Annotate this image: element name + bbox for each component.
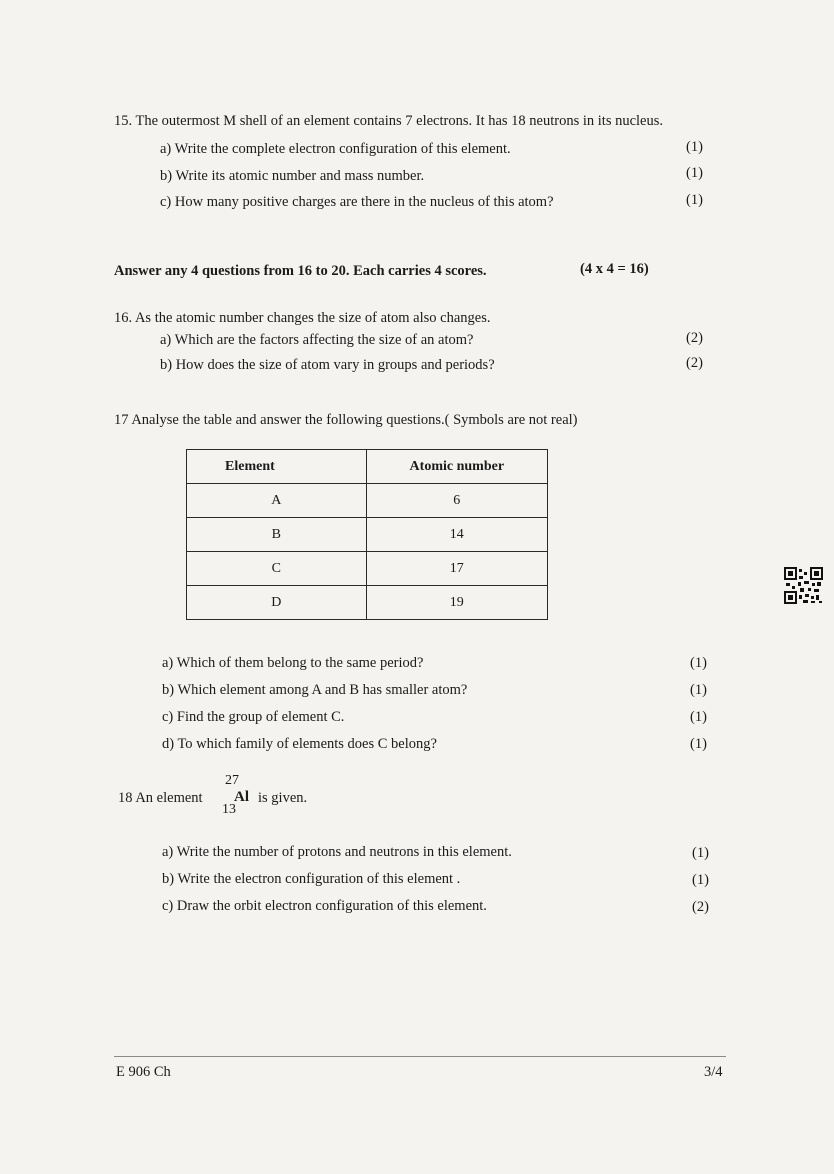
- question-16-text: 16. As the atomic number changes the size of atom also changes.: [114, 310, 491, 326]
- question-18a-mark: (1): [692, 845, 709, 861]
- question-16b-mark: (2): [686, 355, 703, 371]
- question-15a-mark: (1): [686, 139, 703, 155]
- element-table: [186, 449, 548, 620]
- table-cell-atomic-number: 19: [366, 586, 547, 620]
- question-17d-text: d) To which family of elements does C belong?: [162, 736, 437, 752]
- question-16a-text: a) Which are the factors affecting the size of an atom?: [160, 332, 474, 348]
- question-18-suffix: is given.: [258, 790, 308, 806]
- question-17a-mark: (1): [690, 655, 707, 671]
- qr-code-icon: [784, 567, 824, 605]
- section-score: (4 x 4 = 16): [580, 261, 649, 277]
- table-cell-element: C: [187, 552, 367, 586]
- question-17b-mark: (1): [690, 682, 707, 698]
- table-cell-atomic-number: 14: [366, 518, 547, 552]
- table-header-row: [187, 450, 548, 484]
- table-cell-element: B: [187, 518, 367, 552]
- question-17d-mark: (1): [690, 736, 707, 752]
- question-18c-text: c) Draw the orbit electron configuration of this element.: [162, 898, 487, 914]
- table-cell-element: A: [187, 484, 367, 518]
- question-17c-mark: (1): [690, 709, 707, 725]
- table-row: [187, 586, 548, 620]
- question-16a-mark: (2): [686, 330, 703, 346]
- table-cell-atomic-number: 6: [366, 484, 547, 518]
- table-header-atomic-number: Atomic number: [366, 450, 547, 484]
- table-header-element: Element: [187, 450, 367, 484]
- table-cell-element: D: [187, 586, 367, 620]
- table-row: [187, 484, 548, 518]
- question-17c-text: c) Find the group of element C.: [162, 709, 345, 725]
- table-cell-atomic-number: 17: [366, 552, 547, 586]
- nuclide-mass-number: 27: [225, 773, 239, 788]
- question-18b-text: b) Write the electron configuration of this element .: [162, 871, 461, 887]
- footer-exam-code: E 906 Ch: [116, 1064, 171, 1080]
- question-15b-mark: (1): [686, 165, 703, 181]
- question-18a-text: a) Write the number of protons and neutrons in this element.: [162, 844, 512, 860]
- table-row: [187, 552, 548, 586]
- footer-page-number: 3/4: [704, 1064, 723, 1080]
- question-15c-mark: (1): [686, 192, 703, 208]
- question-17-text: 17 Analyse the table and answer the following questions.( Symbols are not real): [114, 412, 578, 428]
- question-18-prefix: 18 An element: [118, 790, 203, 806]
- section-instruction: Answer any 4 questions from 16 to 20. Each carries 4 scores.: [114, 263, 487, 279]
- question-15-text: 15. The outermost M shell of an element contains 7 electrons. It has 18 neutrons in its nucleus.: [114, 113, 664, 129]
- question-15a-text: a) Write the complete electron configuration of this element.: [160, 141, 511, 157]
- question-16b-text: b) How does the size of atom vary in groups and periods?: [160, 357, 495, 373]
- question-17a-text: a) Which of them belong to the same period?: [162, 655, 424, 671]
- question-15c-text: c) How many positive charges are there in the nucleus of this atom?: [160, 194, 554, 210]
- question-15b-text: b) Write its atomic number and mass number.: [160, 168, 425, 184]
- question-18b-mark: (1): [692, 872, 709, 888]
- question-18c-mark: (2): [692, 899, 709, 915]
- nuclide-symbol: Al: [234, 789, 249, 805]
- table-row: [187, 518, 548, 552]
- nuclide-atomic-number: 13: [222, 802, 236, 817]
- aluminium-nuclide-notation: [222, 773, 262, 821]
- question-17b-text: b) Which element among A and B has smaller atom?: [162, 682, 468, 698]
- footer-divider: [114, 1056, 726, 1057]
